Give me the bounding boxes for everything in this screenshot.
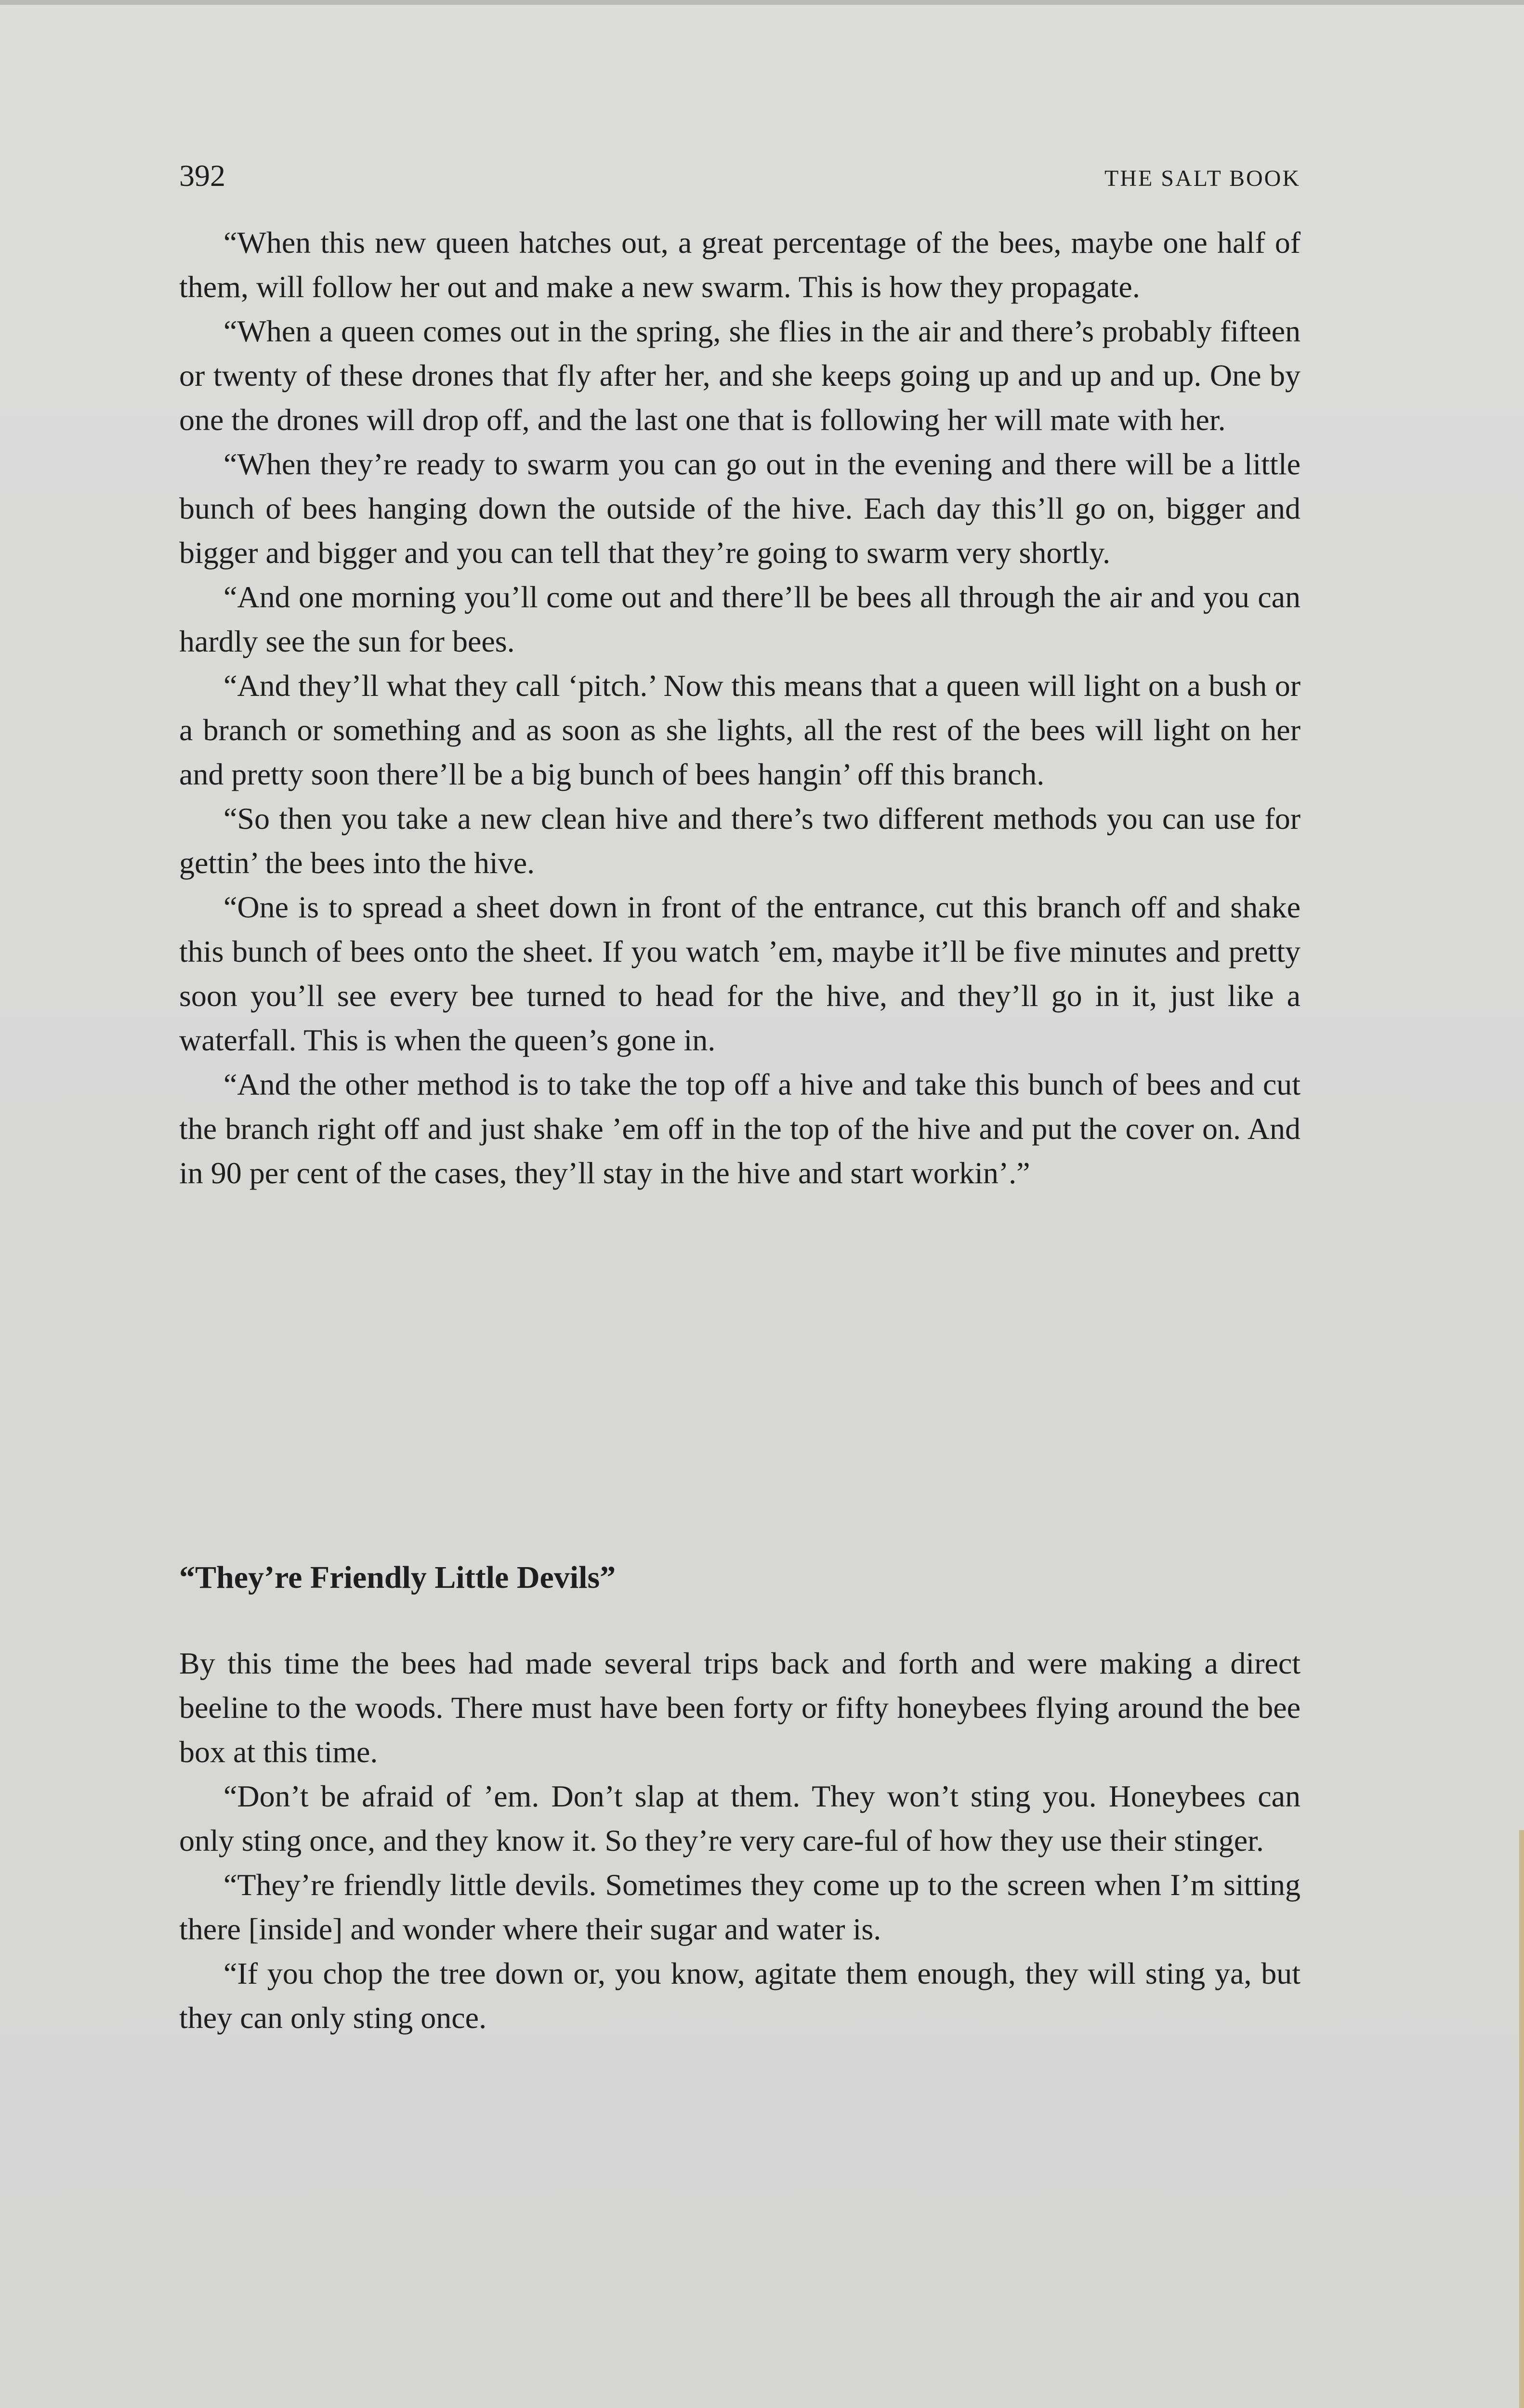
paragraph: “One is to spread a sheet down in front of the entrance, cut this branch off and shake this bunch of bees onto the sheet. If you watch ’em, maybe it’ll be five minutes and pretty soon you’ll see every bee turned to head for the hive, and they’ll go in it, just like a waterfall. This is when the queen’s gone in. (179, 890, 1301, 1057)
paragraph: “When a queen comes out in the spring, she flies in the air and there’s probably fifteen or twenty of these drones that fly after her, and she keeps going up and up and up. One by one the drones will drop off, and the last one that is following her will mate with her. (179, 314, 1301, 437)
page-right-edge (1519, 1830, 1524, 2408)
paragraph: “When they’re ready to swarm you can go out in the evening and there will be a little bunch of bees hanging down the outside of the hive. Each day this’ll go on, bigger and bigger and bigger and you can tell that they’re going to swarm very shortly. (179, 447, 1301, 570)
paragraph: “So then you take a new clean hive and there’s two different methods you can use for gettin’ the bees into the hive. (179, 801, 1301, 880)
paragraph: “Don’t be afraid of ’em. Don’t slap at them. They won’t sting you. Honeybees can only sting once, and they know it. So they’re very care-ful of how they use their stinger. (179, 1779, 1301, 1858)
paragraph: By this time the bees had made several trips back and forth and were making a direct beeline to the woods. There must have been forty or fifty honeybees flying around the bee box at this time. (179, 1646, 1301, 1769)
running-title: THE SALT BOOK (1104, 166, 1301, 191)
paragraph: “If you chop the tree down or, you know, agitate them enough, they will sting ya, but they can only sting once. (179, 1956, 1301, 2035)
page-header (179, 157, 1301, 195)
page-top-edge (0, 0, 1524, 5)
body-text (179, 221, 1301, 1195)
page-number: 392 (179, 158, 225, 193)
paragraph: “They’re friendly little devils. Sometimes they come up to the screen when I’m sitting there [inside] and wonder where their sugar and water is. (179, 1868, 1301, 1946)
paragraph: “And the other method is to take the top off a hive and take this bunch of bees and cut the branch right off and just shake ’em off in the top of the hive and put the cover on. And in 90 per cent of the cases, they’ll stay in the hive and start workin’.” (179, 1067, 1301, 1190)
section-heading: “They’re Friendly Little Devils” (179, 1560, 616, 1595)
paragraph: “And one morning you’ll come out and there’ll be bees all through the air and you can hardly see the sun for bees. (179, 580, 1301, 658)
paragraph: “When this new queen hatches out, a great percentage of the bees, maybe one half of them, will follow her out and make a new swarm. This is how they propagate. (179, 225, 1301, 304)
paragraph: “And they’ll what they call ‘pitch.’ Now this means that a queen will light on a bush or a branch or something and as soon as she lights, all the rest of the bees will light on her and pretty soon there’ll be a big bunch of bees hangin’ off this branch. (179, 668, 1301, 791)
section-body-text (179, 1641, 1301, 2040)
